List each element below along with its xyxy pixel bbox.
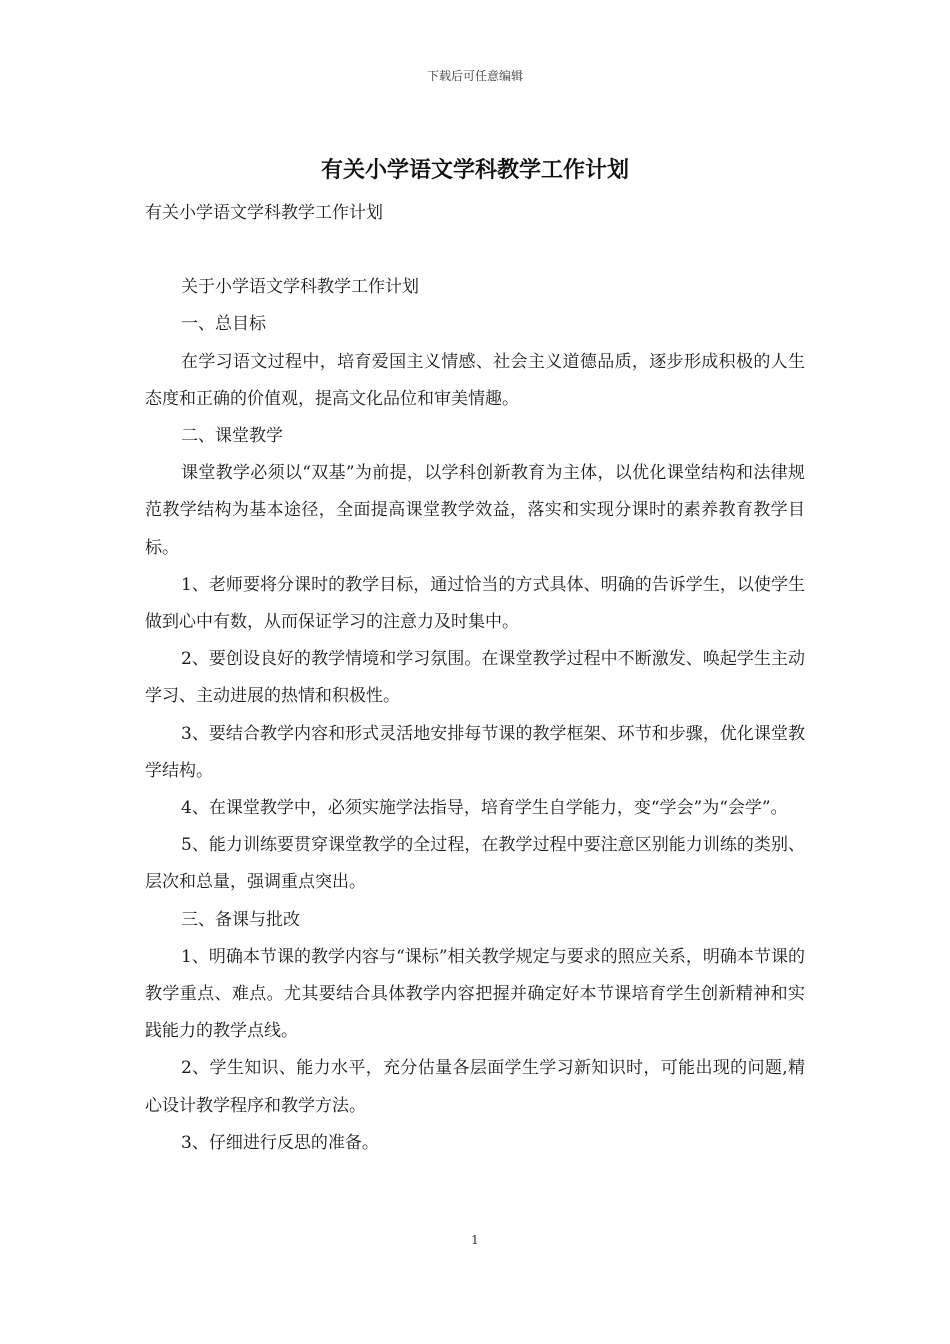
document-body [145,195,805,1162]
document-subtitle: 有关小学语文学科教学工作计划 [145,203,383,223]
paragraph-goal: 在学习语文过程中，培育爱国主义情感、社会主义道德品质，逐步形成积极的人生态度和正确的价值观，提高文化品位和审美情趣。 [145,351,805,409]
list-item-classroom-4: 4、在课堂教学中，必须实施学法指导，培育学生自学能力，变“学会”为“会学”。 [181,798,788,819]
section-heading-goal: 一、总目标 [181,314,266,335]
list-item-classroom-5: 5、能力训练要贯穿课堂教学的全过程，在教学过程中要注意区别能力训练的类别、层次和总量，强调重点突出。 [145,835,805,893]
list-item-classroom-3: 3、要结合教学内容和形式灵活地安排每节课的教学框架、环节和步骤，优化课堂教学结构。 [145,723,805,781]
page-number: 1 [471,1233,479,1247]
section-heading-classroom: 二、课堂教学 [181,426,283,447]
list-item-classroom-2: 2、要创设良好的教学情境和学习氛围。在课堂教学过程中不断激发、唤起学生主动学习、主动进展的热情和积极性。 [145,649,805,707]
paragraph-plan-heading: 关于小学语文学科教学工作计划 [181,277,419,298]
list-item-classroom-1: 1、老师要将分课时的教学目标，通过恰当的方式具体、明确的告诉学生，以使学生做到心中有数，从而保证学习的注意力及时集中。 [145,574,805,633]
paragraph-classroom: 课堂教学必须以“双基”为前提，以学科创新教育为主体，以优化课堂结构和法律规范教学结构为基本途径，全面提高课堂教学效益，落实和实现分课时的素养教育教学目标。 [145,463,805,558]
list-item-preparation-2: 2、学生知识、能力水平，充分估量各层面学生学习新知识时，可能出现的问题,精心设计教学程序和教学方法。 [145,1058,805,1116]
list-item-preparation-1: 1、明确本节课的教学内容与“课标”相关教学规定与要求的照应关系，明确本节课的教学重点、难点。尤其要结合具体教学内容把握并确定好本节课培育学生创新精神和实践能力的教学点线。 [145,946,805,1042]
header-note: 下载后可任意编辑 [426,69,523,83]
section-heading-preparation: 三、备课与批改 [181,909,300,930]
blank-line [145,232,805,269]
document-title: 有关小学语文学科教学工作计划 [320,157,629,183]
list-item-preparation-3: 3、仔细进行反思的准备。 [181,1132,379,1153]
